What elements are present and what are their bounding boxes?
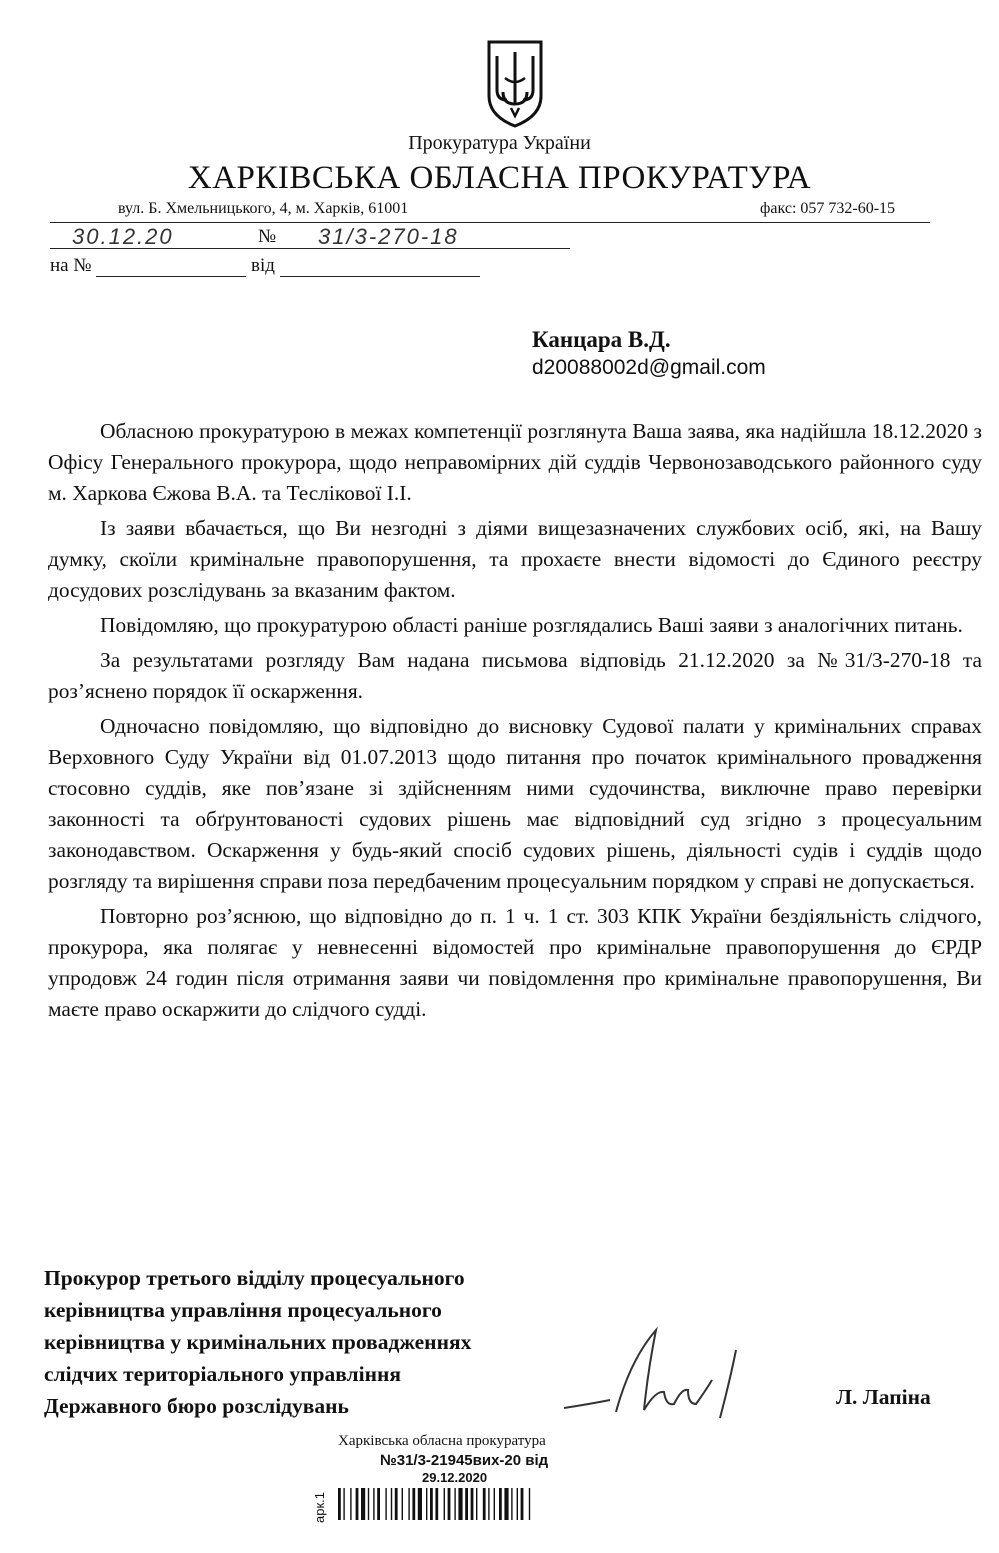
barcode-bar	[338, 1488, 341, 1520]
barcode-bar	[391, 1488, 392, 1520]
handwritten-signature	[560, 1320, 760, 1430]
reference-date-blank	[280, 254, 480, 277]
letter-body	[48, 416, 982, 1029]
header-divider	[50, 222, 930, 223]
stamp-date: 29.12.2020	[422, 1470, 488, 1485]
signer-name: Л. Лапіна	[836, 1385, 931, 1409]
body-paragraph: Повідомляю, що прокуратурою області раніше розглядались Ваші заяви з аналогічних питань.	[100, 613, 963, 637]
barcode-bar	[402, 1488, 403, 1520]
barcode-bar	[350, 1488, 351, 1520]
barcode-bar	[373, 1488, 374, 1520]
barcode-bar	[430, 1488, 433, 1520]
barcode-bar	[361, 1488, 365, 1520]
barcode-bar	[465, 1488, 468, 1520]
barcode-bar	[368, 1488, 369, 1520]
barcode-bar	[521, 1488, 524, 1520]
barcode-bar	[343, 1488, 344, 1520]
recipient-email: d20088002d@gmail.com	[532, 356, 766, 379]
reference-number-label: на №	[50, 255, 92, 276]
trident-coat-of-arms-icon	[483, 38, 547, 130]
reference-line	[50, 254, 480, 277]
signer-position-line: керівництва у кримінальних провадженнях	[44, 1330, 472, 1354]
barcode-bar	[435, 1488, 438, 1520]
barcode-bar	[517, 1488, 518, 1520]
barcode-bar	[499, 1488, 502, 1520]
barcode-bar	[488, 1488, 489, 1520]
stamp-outgoing-number: №31/3-21945вих-20 від	[380, 1452, 549, 1469]
office-fax: факс: 057 732-60-15	[760, 200, 896, 217]
barcode-bar	[395, 1488, 398, 1520]
barcode-bar	[494, 1488, 495, 1520]
barcode-bar	[418, 1488, 422, 1520]
body-paragraph: Повторно роз’яснюю, що відповідно до п. 1 ч. 1 ст. 303 КПК України бездіяльність слідчого, прокурора, яка полягає у невнесенні відомостей про кримінальне правопорушення до ЄРДР упродовж 24 годин після отримання заяви чи повідомлення про кримінальне правопорушення, Ви маєте право оскаржити до слідчого судді.	[48, 904, 982, 1021]
barcode-bar	[377, 1488, 380, 1520]
stamp-organization: Харківська обласна прокуратура	[338, 1433, 546, 1449]
barcode-bar	[458, 1488, 462, 1520]
sheet-label-text: арк.1	[312, 1492, 327, 1523]
barcode-bar	[476, 1488, 477, 1520]
barcode-bar	[529, 1488, 530, 1520]
barcode-icon	[338, 1488, 584, 1520]
signer-position-line: слідчих територіального управління	[44, 1362, 401, 1386]
barcode-bar	[448, 1488, 451, 1520]
barcode-bar	[412, 1488, 415, 1520]
barcode-bar	[504, 1488, 508, 1520]
recipient-name: Канцара В.Д.	[532, 327, 671, 352]
barcode-bar	[454, 1488, 455, 1520]
signer-position-line: керівництва управління процесуального	[44, 1298, 442, 1322]
barcode-bar	[483, 1488, 486, 1520]
body-paragraph: Одночасно повідомляю, що відповідно до висновку Судової палати у кримінальних справах Верховного Суду України від 01.07.2013 щодо питання про початок кримінального провадження стосовно суддів, яке пов’язане зі здійсненням ними судочинства, виключне право перевірки законності та обґрунтованості судових рішень має відповідний суд згідно з процесуальним законодавством. Оскарження у будь-який спосіб судових рішень, діяльності судів і суддів щодо розгляду та вирішення справи поза передбаченим процесуальним порядком у справі не допускається.	[48, 714, 982, 893]
barcode-bar	[385, 1488, 386, 1520]
barcode-bar	[511, 1488, 512, 1520]
barcode-bar	[444, 1488, 445, 1520]
office-name: ХАРКІВСЬКА ОБЛАСНА ПРОКУРАТУРА	[187, 160, 812, 196]
reference-date-label: від	[250, 255, 275, 276]
body-paragraph: За результатами розгляду Вам надана письмова відповідь 21.12.2020 за №31/3-270-18 та роз’яснено порядок її оскарження.	[48, 648, 982, 703]
signer-position-line: Прокурор третього відділу процесуального	[44, 1266, 465, 1290]
barcode-bar	[471, 1488, 474, 1520]
registration-number-sign: №	[258, 226, 277, 247]
signer-position-line: Державного бюро розслідувань	[44, 1394, 349, 1418]
barcode-bar	[426, 1488, 427, 1520]
registration-number: 31/3-270-18	[318, 224, 459, 249]
body-paragraph: Із заяви вбачається, що Ви незгодні з діями вищезазначених службових осіб, які, на Вашу думку, скоїли кримінальне правопорушення, та прохаєте внести відомості до Єдиного реєстру досудових розслідувань за вказаним фактом.	[48, 516, 982, 602]
barcode-bar	[356, 1488, 359, 1520]
registration-date: 30.12.20	[72, 224, 174, 249]
reference-number-blank	[96, 254, 246, 277]
registration-underline	[50, 248, 570, 249]
agency-name: Прокуратура України	[408, 132, 591, 154]
barcode-bar	[408, 1488, 409, 1520]
body-paragraph: Обласною прокуратурою в межах компетенції розглянута Ваша заява, яка надійшла 18.12.2020 з Офісу Генерального прокурора, щодо неправомірних дій суддів Червонозаводського районного суду м. Харкова Єжова В.А. та Теслікової І.І.	[48, 419, 982, 505]
signer-position	[44, 1262, 471, 1422]
sheet-label	[306, 1483, 342, 1523]
office-address: вул. Б. Хмельницького, 4, м. Харків, 61001	[118, 200, 409, 217]
